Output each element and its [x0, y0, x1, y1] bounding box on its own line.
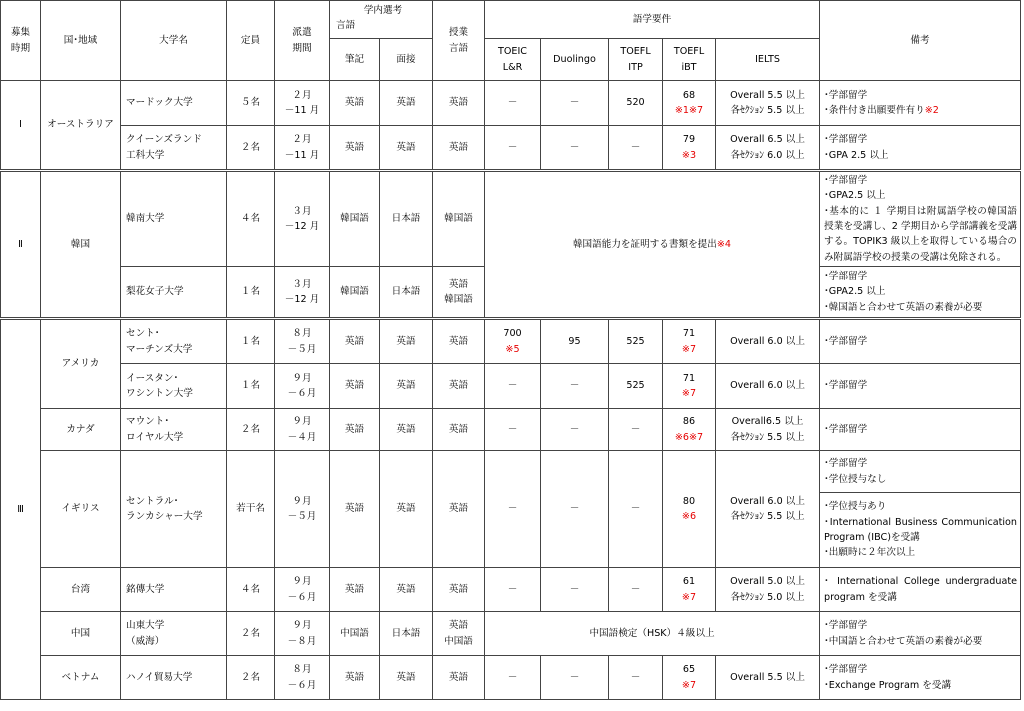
teaching-cell: 韓国語 [433, 171, 485, 267]
table-row [1, 171, 1021, 267]
university-cell: 梨花女子大学 [121, 267, 227, 319]
toefl-itp-cell: － [609, 451, 663, 568]
ielts-cell: Overall 6.0 以上 [716, 319, 820, 364]
header-written: 筆記 [330, 39, 380, 81]
toeic-cell: － [485, 451, 541, 568]
period-cell: ８月 －６月 [275, 656, 330, 700]
duolingo-cell: － [541, 364, 609, 409]
term-cell: Ⅲ [1, 319, 41, 700]
region-cell: イギリス [41, 451, 121, 568]
written-cell: 英語 [330, 126, 380, 171]
toefl-itp-cell: 525 [609, 319, 663, 364]
ielts-cell: Overall 5.5 以上 [716, 656, 820, 700]
remarks-cell: ･学部留学 ･学位授与なし [820, 451, 1021, 493]
remarks-cell: ･学部留学 [820, 319, 1021, 364]
toefl-ibt-cell: 80 ※6 [663, 451, 716, 568]
table-row [1, 451, 1021, 493]
region-cell: ベトナム [41, 656, 121, 700]
remarks-cell: ･学部留学 ･Exchange Program を受講 [820, 656, 1021, 700]
ielts-cell: Overall 5.0 以上 各ｾｸｼｮﾝ 5.0 以上 [716, 568, 820, 612]
capacity-cell: 若干名 [227, 451, 275, 568]
university-cell: 銘傳大学 [121, 568, 227, 612]
toeic-cell: － [485, 126, 541, 171]
interview-cell: 英語 [380, 451, 433, 568]
table-row [1, 568, 1021, 612]
header-remarks: 備考 [820, 1, 1021, 81]
capacity-cell: ２名 [227, 409, 275, 451]
ielts-cell: Overall 6.5 以上 各ｾｸｼｮﾝ 6.0 以上 [716, 126, 820, 171]
remarks-cell: ･学部留学 [820, 409, 1021, 451]
header-capacity: 定員 [227, 1, 275, 81]
header-teaching-language: 授業 言語 [433, 1, 485, 81]
period-cell: ２月 －11 月 [275, 126, 330, 171]
written-cell: 英語 [330, 319, 380, 364]
table-row [1, 319, 1021, 364]
university-cell: マードック大学 [121, 81, 227, 126]
university-cell: イースタン･ ワシントン大学 [121, 364, 227, 409]
header-toefl-ibt: TOEFL iBT [663, 39, 716, 81]
written-cell: 英語 [330, 451, 380, 568]
duolingo-cell: － [541, 656, 609, 700]
table-row [1, 612, 1021, 656]
korean-language-requirement: 韓国語能力を証明する書類を提出※4 [485, 171, 820, 319]
remarks-cell: ･学部留学 [820, 364, 1021, 409]
region-cell: アメリカ [41, 319, 121, 409]
teaching-cell: 英語 [433, 656, 485, 700]
header-screening-language: 学内選考 言語 [330, 1, 433, 39]
period-cell: ３月 －12 月 [275, 171, 330, 267]
duolingo-cell: － [541, 568, 609, 612]
header-toeic: TOEIC L&R [485, 39, 541, 81]
university-cell: セント･ マーチンズ大学 [121, 319, 227, 364]
interview-cell: 日本語 [380, 267, 433, 319]
ielts-cell: Overall 6.0 以上 [716, 364, 820, 409]
duolingo-cell: － [541, 126, 609, 171]
header-toefl-itp: TOEFL ITP [609, 39, 663, 81]
teaching-cell: 英語 [433, 451, 485, 568]
teaching-cell: 英語 [433, 81, 485, 126]
period-cell: ９月 －６月 [275, 568, 330, 612]
chinese-language-requirement: 中国語検定（HSK）４級以上 [485, 612, 820, 656]
university-cell: ハノイ貿易大学 [121, 656, 227, 700]
teaching-cell: 英語 [433, 319, 485, 364]
capacity-cell: ４名 [227, 171, 275, 267]
region-cell: オーストラリア [41, 81, 121, 171]
interview-cell: 日本語 [380, 612, 433, 656]
capacity-cell: １名 [227, 267, 275, 319]
toefl-itp-cell: － [609, 656, 663, 700]
toefl-ibt-cell: 71 ※7 [663, 364, 716, 409]
written-cell: 英語 [330, 568, 380, 612]
remarks-cell: ･学部留学 ･中国語と合わせて英語の素養が必要 [820, 612, 1021, 656]
teaching-cell: 英語 韓国語 [433, 267, 485, 319]
interview-cell: 英語 [380, 81, 433, 126]
capacity-cell: ２名 [227, 656, 275, 700]
period-cell: ２月 －11 月 [275, 81, 330, 126]
toefl-ibt-cell: 71 ※7 [663, 319, 716, 364]
period-cell: ９月 －４月 [275, 409, 330, 451]
ielts-cell: Overall 6.0 以上 各ｾｸｼｮﾝ 5.5 以上 [716, 451, 820, 568]
teaching-cell: 英語 [433, 126, 485, 171]
remarks-cell: ･学部留学 ･GPA2.5 以上 ･韓国語と合わせて英語の素養が必要 [820, 267, 1021, 319]
capacity-cell: １名 [227, 319, 275, 364]
interview-cell: 英語 [380, 656, 433, 700]
duolingo-cell: － [541, 81, 609, 126]
written-cell: 韓国語 [330, 267, 380, 319]
duolingo-cell: － [541, 451, 609, 568]
toefl-ibt-cell: 65 ※7 [663, 656, 716, 700]
period-cell: ９月 －８月 [275, 612, 330, 656]
header-duolingo: Duolingo [541, 39, 609, 81]
toeic-cell: － [485, 364, 541, 409]
ielts-cell: Overall 5.5 以上 各ｾｸｼｮﾝ 5.5 以上 [716, 81, 820, 126]
region-cell: 韓国 [41, 171, 121, 319]
toefl-itp-cell: － [609, 409, 663, 451]
written-cell: 英語 [330, 81, 380, 126]
header-interview: 面接 [380, 39, 433, 81]
university-cell: セントラル･ ランカシャー大学 [121, 451, 227, 568]
toeic-cell: － [485, 81, 541, 126]
toefl-ibt-cell: 61 ※7 [663, 568, 716, 612]
period-cell: ９月 －６月 [275, 364, 330, 409]
duolingo-cell: 95 [541, 319, 609, 364]
toefl-ibt-cell: 79 ※3 [663, 126, 716, 171]
teaching-cell: 英語 [433, 409, 485, 451]
toefl-itp-cell: － [609, 568, 663, 612]
toeic-cell: － [485, 409, 541, 451]
region-cell: 台湾 [41, 568, 121, 612]
university-cell: マウント･ ロイヤル大学 [121, 409, 227, 451]
toefl-itp-cell: 525 [609, 364, 663, 409]
period-cell: ９月 －５月 [275, 451, 330, 568]
interview-cell: 英語 [380, 319, 433, 364]
toefl-ibt-cell: 86 ※6※7 [663, 409, 716, 451]
region-cell: 中国 [41, 612, 121, 656]
written-cell: 英語 [330, 364, 380, 409]
toeic-cell: － [485, 568, 541, 612]
header-term: 募集 時期 [1, 1, 41, 81]
written-cell: 英語 [330, 656, 380, 700]
capacity-cell: ２名 [227, 126, 275, 171]
interview-cell: 英語 [380, 568, 433, 612]
term-cell: Ⅱ [1, 171, 41, 319]
table-row [1, 409, 1021, 451]
written-cell: 英語 [330, 409, 380, 451]
header-university: 大学名 [121, 1, 227, 81]
interview-cell: 英語 [380, 364, 433, 409]
remarks-cell: ･学部留学 ･GPA 2.5 以上 [820, 126, 1021, 171]
interview-cell: 英語 [380, 126, 433, 171]
remarks-cell: ･学位授与あり ･International Business Communication Program (IBC)を受講 ･出願時に２年次以上 [820, 493, 1021, 568]
region-cell: カナダ [41, 409, 121, 451]
header-ielts: IELTS [716, 39, 820, 81]
capacity-cell: ５名 [227, 81, 275, 126]
table-row [1, 656, 1021, 700]
period-cell: ３月 －12 月 [275, 267, 330, 319]
ielts-cell: Overall6.5 以上 各ｾｸｼｮﾝ 5.5 以上 [716, 409, 820, 451]
header-region: 国･地域 [41, 1, 121, 81]
period-cell: ８月 －５月 [275, 319, 330, 364]
university-cell: クイーンズランド 工科大学 [121, 126, 227, 171]
toefl-ibt-cell: 68 ※1※7 [663, 81, 716, 126]
table-row [1, 126, 1021, 171]
university-cell: 韓南大学 [121, 171, 227, 267]
duolingo-cell: － [541, 409, 609, 451]
capacity-cell: ２名 [227, 612, 275, 656]
capacity-cell: １名 [227, 364, 275, 409]
interview-cell: 英語 [380, 409, 433, 451]
remarks-cell: ･学部留学 ･条件付き出願要件有り※2 [820, 81, 1021, 126]
written-cell: 韓国語 [330, 171, 380, 267]
teaching-cell: 英語 中国語 [433, 612, 485, 656]
table-row [1, 81, 1021, 126]
remarks-cell: ･ International College undergraduate program を受講 [820, 568, 1021, 612]
toefl-itp-cell: － [609, 126, 663, 171]
teaching-cell: 英語 [433, 364, 485, 409]
remarks-cell: ･学部留学 ･GPA2.5 以上 ･基本的に １ 学期目は附属語学校の韓国語授業を受講し、2 学期目から学部講義を受講する。TOPIK3 級以上を取得している場合のみ附属語学校の授業の受講は免除される。 [820, 171, 1021, 267]
table-row [1, 364, 1021, 409]
toeic-cell: 700 ※5 [485, 319, 541, 364]
teaching-cell: 英語 [433, 568, 485, 612]
term-cell: Ⅰ [1, 81, 41, 171]
capacity-cell: ４名 [227, 568, 275, 612]
header-language-requirements: 語学要件 [485, 1, 820, 39]
university-cell: 山東大学 （威海） [121, 612, 227, 656]
toefl-itp-cell: 520 [609, 81, 663, 126]
written-cell: 中国語 [330, 612, 380, 656]
interview-cell: 日本語 [380, 171, 433, 267]
toeic-cell: － [485, 656, 541, 700]
header-period: 派遣 期間 [275, 1, 330, 81]
